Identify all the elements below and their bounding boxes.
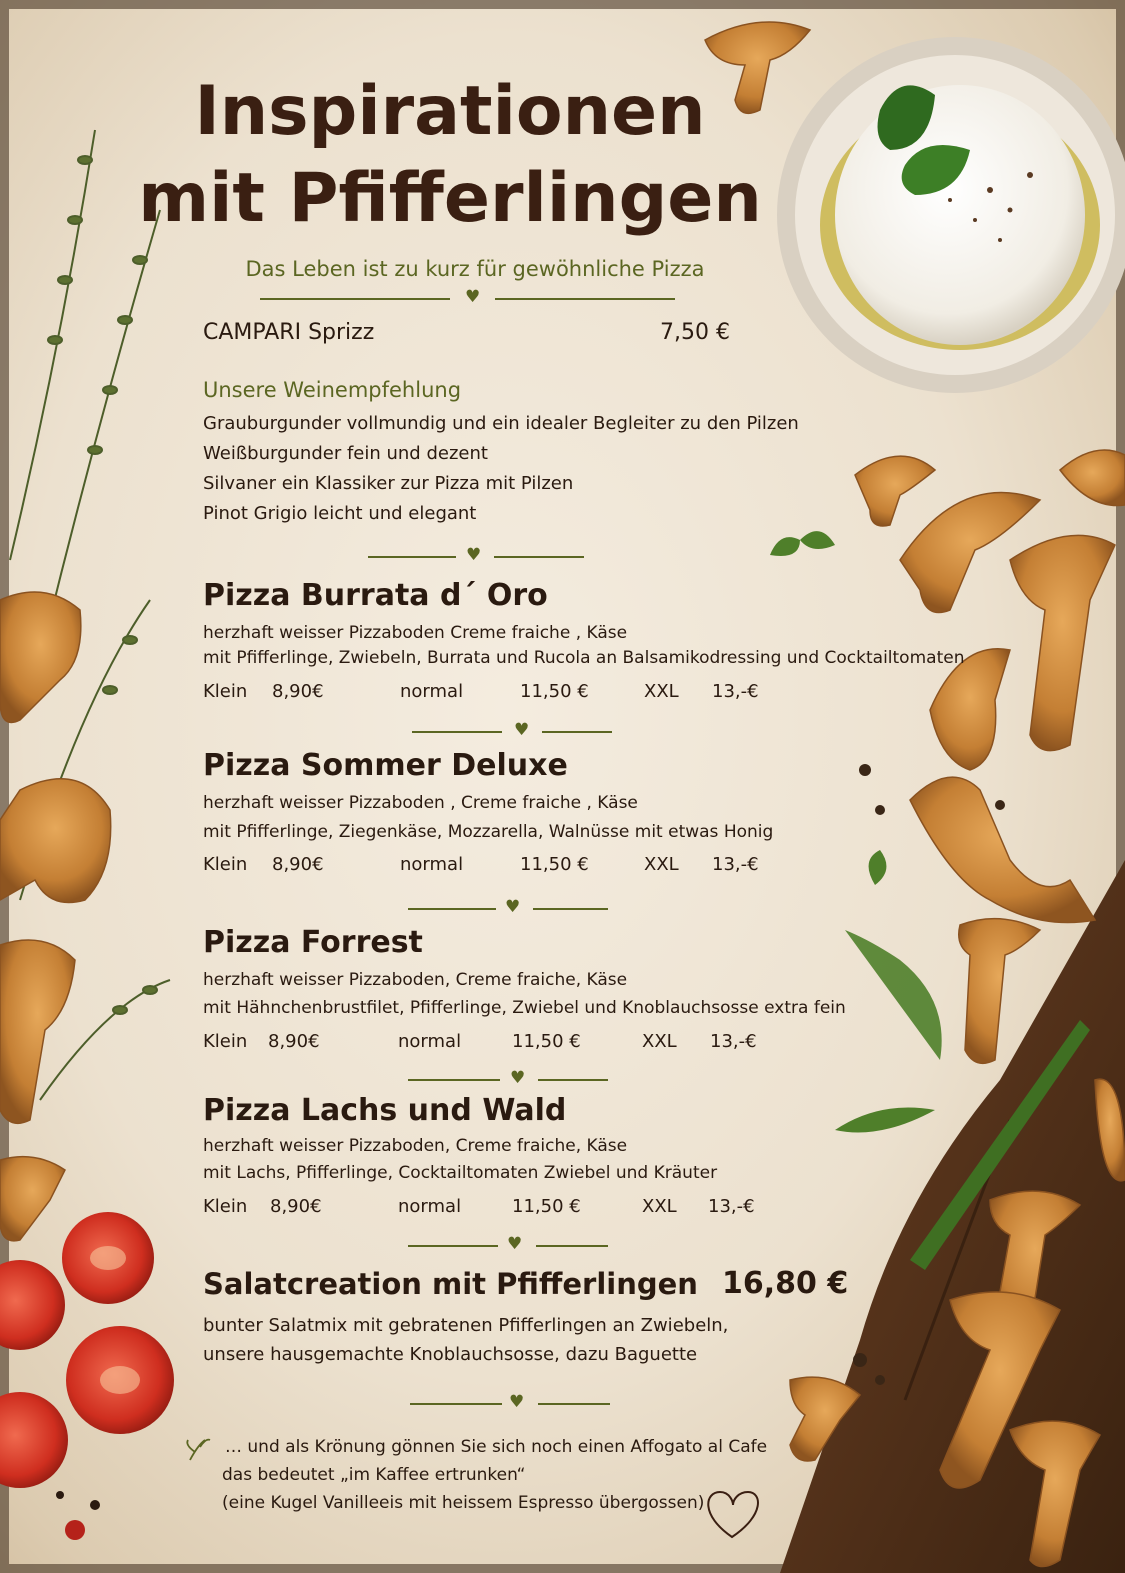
size-label-small: Klein: [203, 1196, 248, 1217]
heart-icon: ♥: [510, 1068, 526, 1088]
divider: [412, 720, 612, 740]
divider: [408, 897, 608, 917]
wine-item: Weißburgunder fein und dezent: [203, 443, 488, 464]
divider: [408, 1068, 608, 1088]
salad-desc: bunter Salatmix mit gebratenen Pfifferlingen an Zwiebeln,: [203, 1315, 729, 1336]
size-label-xxl: XXL: [644, 681, 679, 702]
size-label-normal: normal: [400, 854, 464, 875]
page-title-line1: Inspirationen: [194, 72, 706, 151]
pizza-name: Pizza Forrest: [203, 925, 423, 960]
price-normal: 11,50 €: [512, 1196, 581, 1217]
pizza-name: Pizza Sommer Deluxe: [203, 748, 568, 783]
tomato-icon: [0, 1212, 174, 1540]
price-xxl: 13,-€: [712, 681, 759, 702]
price-xxl: 13,-€: [712, 854, 759, 875]
page-title-line2: mit Pfifferlingen: [138, 159, 762, 238]
size-label-small: Klein: [203, 681, 248, 702]
salad-name: Salatcreation mit Pfifferlingen: [203, 1267, 698, 1301]
heart-icon: ♥: [465, 287, 481, 307]
price-normal: 11,50 €: [520, 854, 589, 875]
heart-icon: ♥: [514, 720, 530, 740]
divider: [368, 545, 588, 565]
heart-icon: ♥: [507, 1234, 523, 1254]
pizza-desc: mit Pfifferlinge, Zwiebeln, Burrata und Rucola an Balsamikodressing und Cocktailtomaten: [203, 648, 965, 668]
drink-name: CAMPARI Sprizz: [203, 320, 375, 345]
price-normal: 11,50 €: [512, 1031, 581, 1052]
size-label-small: Klein: [203, 854, 248, 875]
size-label-xxl: XXL: [644, 854, 679, 875]
footer-line: … und als Krönung gönnen Sie sich noch einen Affogato al Cafe: [225, 1437, 768, 1457]
price-xxl: 13,-€: [708, 1196, 755, 1217]
salad-price: 16,80 €: [722, 1266, 849, 1301]
footer-line: das bedeutet „im Kaffee ertrunken“: [222, 1465, 526, 1485]
price-small: 8,90€: [272, 854, 324, 875]
pizza-desc: mit Hähnchenbrustfilet, Pfifferlinge, Zwiebel und Knoblauchsosse extra fein: [203, 998, 846, 1018]
wine-item: Grauburgunder vollmundig und ein idealer Begleiter zu den Pilzen: [203, 413, 799, 434]
heart-icon: ♥: [505, 897, 521, 917]
divider: [260, 287, 680, 307]
price-normal: 11,50 €: [520, 681, 589, 702]
footer-heart-icon: [708, 1492, 758, 1537]
pizza-desc: mit Lachs, Pfifferlinge, Cocktailtomaten Zwiebel und Kräuter: [203, 1163, 718, 1183]
pizza-name: Pizza Lachs und Wald: [203, 1093, 567, 1128]
size-label-xxl: XXL: [642, 1196, 677, 1217]
divider: [410, 1392, 610, 1412]
size-label-small: Klein: [203, 1031, 248, 1052]
burrata-bowl-icon: [777, 37, 1125, 393]
salad-desc: unsere hausgemachte Knoblauchsosse, dazu Baguette: [203, 1344, 698, 1365]
pizza-desc: herzhaft weisser Pizzaboden Creme fraiche , Käse: [203, 623, 628, 643]
heart-icon: ♥: [466, 545, 482, 565]
size-label-xxl: XXL: [642, 1031, 677, 1052]
drink-price: 7,50 €: [660, 320, 730, 345]
pizza-desc: herzhaft weisser Pizzaboden, Creme fraiche, Käse: [203, 970, 628, 990]
pizza-name: Pizza Burrata d´ Oro: [203, 578, 548, 613]
size-label-normal: normal: [398, 1031, 462, 1052]
price-small: 8,90€: [272, 681, 324, 702]
pizza-desc: herzhaft weisser Pizzaboden , Creme fraiche , Käse: [203, 793, 638, 813]
price-xxl: 13,-€: [710, 1031, 757, 1052]
footer-line: (eine Kugel Vanilleeis mit heissem Espresso übergossen): [222, 1493, 705, 1513]
wine-heading: Unsere Weinempfehlung: [203, 378, 462, 402]
price-small: 8,90€: [270, 1196, 322, 1217]
pizza-desc: herzhaft weisser Pizzaboden, Creme fraiche, Käse: [203, 1136, 628, 1156]
footer-sprig-icon: [187, 1440, 210, 1460]
page-subtitle: Das Leben ist zu kurz für gewöhnliche Pizza: [245, 257, 705, 281]
pizza-desc: mit Pfifferlinge, Ziegenkäse, Mozzarella, Walnüsse mit etwas Honig: [203, 822, 774, 842]
wine-item: Silvaner ein Klassiker zur Pizza mit Pilzen: [203, 473, 574, 494]
heart-icon: ♥: [509, 1392, 525, 1412]
wine-item: Pinot Grigio leicht und elegant: [203, 503, 477, 524]
divider: [408, 1234, 608, 1254]
size-label-normal: normal: [398, 1196, 462, 1217]
size-label-normal: normal: [400, 681, 464, 702]
price-small: 8,90€: [268, 1031, 320, 1052]
